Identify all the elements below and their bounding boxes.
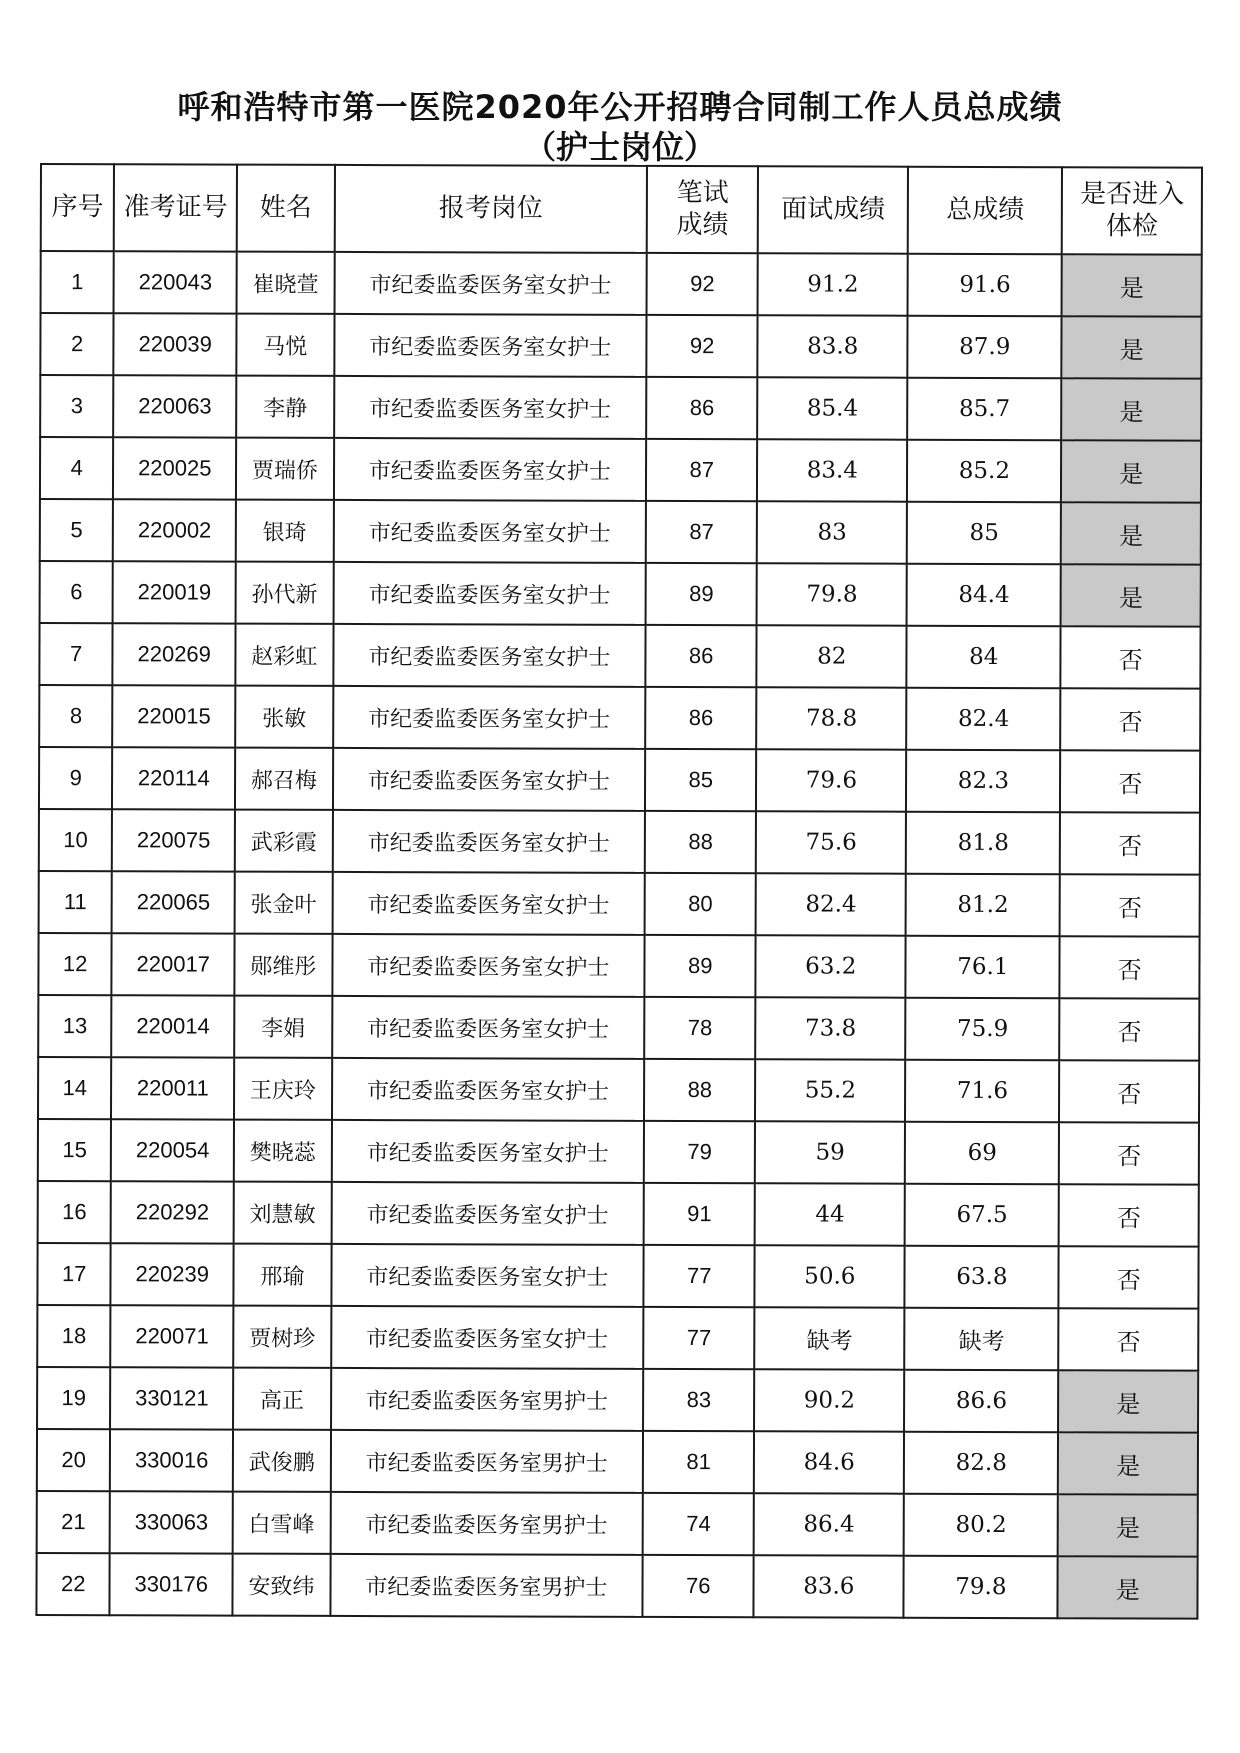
header-row [41, 164, 1202, 255]
cell-written-score: 76 [643, 1555, 754, 1617]
cell-written-score: 80 [645, 873, 756, 935]
cell-serial: 10 [39, 809, 113, 871]
table-row [38, 933, 1199, 999]
cell-physical-exam: 否 [1060, 812, 1200, 874]
cell-position: 市纪委监委医务室女护士 [333, 624, 646, 687]
cell-exam-id: 330016 [110, 1429, 233, 1491]
cell-serial: 19 [37, 1367, 111, 1429]
cell-physical-exam: 否 [1061, 688, 1201, 750]
cell-interview-score: 78.8 [756, 687, 906, 749]
cell-interview-score: 82 [757, 625, 907, 687]
cell-total-score: 缺考 [905, 1308, 1059, 1370]
table-row [40, 499, 1201, 565]
cell-name: 邢瑜 [234, 1244, 332, 1306]
table-body [36, 251, 1201, 1619]
cell-serial: 17 [37, 1243, 111, 1305]
cell-serial: 6 [40, 561, 114, 623]
cell-total-score: 63.8 [905, 1246, 1059, 1308]
cell-physical-exam: 否 [1059, 1122, 1199, 1184]
cell-total-score: 85.2 [907, 440, 1061, 502]
cell-physical-exam: 否 [1060, 750, 1200, 812]
cell-written-score: 77 [643, 1307, 754, 1369]
cell-position: 市纪委监委医务室女护士 [334, 376, 647, 439]
cell-interview-score: 73.8 [756, 997, 906, 1059]
cell-serial: 21 [37, 1491, 111, 1553]
table-row [40, 375, 1201, 441]
cell-total-score: 82.4 [906, 688, 1060, 750]
cell-total-score: 85.7 [907, 378, 1061, 440]
header-name: 姓名 [237, 165, 335, 252]
cell-written-score: 81 [643, 1431, 754, 1493]
cell-interview-score: 84.6 [754, 1431, 904, 1493]
cell-position: 市纪委监委医务室女护士 [334, 314, 647, 377]
table-row [39, 871, 1200, 937]
cell-written-score: 79 [644, 1121, 755, 1183]
cell-written-score: 85 [645, 749, 756, 811]
cell-written-score: 77 [644, 1245, 755, 1307]
cell-position: 市纪委监委医务室女护士 [332, 934, 645, 997]
cell-physical-exam: 否 [1059, 1060, 1199, 1122]
table-row [37, 1429, 1198, 1495]
cell-physical-exam: 否 [1061, 626, 1201, 688]
cell-serial: 3 [40, 375, 114, 437]
cell-interview-score: 82.4 [756, 873, 906, 935]
cell-total-score: 75.9 [905, 998, 1059, 1060]
cell-position: 市纪委监委医务室女护士 [331, 1306, 644, 1369]
cell-interview-score: 83.8 [758, 315, 908, 377]
cell-exam-id: 220002 [113, 499, 236, 561]
cell-total-score: 86.6 [904, 1370, 1058, 1432]
cell-written-score: 89 [645, 935, 756, 997]
cell-serial: 2 [40, 313, 114, 375]
scores-table [35, 163, 1203, 1620]
cell-written-score: 87 [646, 439, 757, 501]
cell-total-score: 82.8 [904, 1432, 1058, 1494]
cell-total-score: 81.2 [906, 874, 1060, 936]
cell-exam-id: 330176 [110, 1553, 233, 1615]
cell-physical-exam: 是 [1058, 1556, 1198, 1618]
cell-exam-id: 220054 [111, 1119, 234, 1181]
page-subtitle: （护士岗位） [523, 128, 716, 166]
table-row [37, 1491, 1198, 1557]
cell-position: 市纪委监委医务室女护士 [334, 438, 647, 501]
cell-name: 赵彩虹 [235, 624, 333, 686]
cell-name: 高正 [233, 1368, 331, 1430]
cell-exam-id: 220043 [114, 251, 237, 313]
cell-interview-score: 59 [755, 1121, 905, 1183]
cell-physical-exam: 否 [1060, 874, 1200, 936]
cell-total-score: 82.3 [906, 750, 1060, 812]
cell-written-score: 86 [645, 687, 756, 749]
cell-serial: 5 [40, 499, 114, 561]
cell-position: 市纪委监委医务室女护士 [334, 252, 647, 315]
cell-total-score: 76.1 [906, 936, 1060, 998]
cell-written-score: 78 [644, 997, 755, 1059]
header-serial: 序号 [41, 164, 115, 251]
cell-physical-exam: 是 [1058, 1432, 1198, 1494]
cell-exam-id: 220011 [111, 1057, 234, 1119]
cell-total-score: 67.5 [905, 1184, 1059, 1246]
table-row [36, 1553, 1197, 1619]
cell-interview-score: 63.2 [756, 935, 906, 997]
cell-total-score: 69 [905, 1122, 1059, 1184]
cell-name: 武彩霞 [235, 810, 333, 872]
cell-interview-score: 91.2 [758, 253, 908, 315]
table-row [37, 1305, 1198, 1371]
cell-physical-exam: 否 [1059, 1308, 1199, 1370]
cell-exam-id: 220063 [114, 375, 237, 437]
cell-serial: 4 [40, 437, 114, 499]
table-row [39, 809, 1200, 875]
header-written-score: 笔试 成绩 [647, 166, 758, 253]
cell-total-score: 91.6 [908, 254, 1062, 316]
cell-total-score: 84 [907, 626, 1061, 688]
cell-name: 银琦 [236, 500, 334, 562]
cell-name: 张金叶 [235, 872, 333, 934]
cell-interview-score: 44 [755, 1183, 905, 1245]
cell-written-score: 86 [646, 625, 757, 687]
cell-position: 市纪委监委医务室女护士 [331, 1182, 644, 1245]
cell-physical-exam: 否 [1060, 998, 1200, 1060]
cell-position: 市纪委监委医务室女护士 [331, 1244, 644, 1307]
cell-name: 贾瑞侨 [236, 438, 334, 500]
cell-total-score: 87.9 [908, 316, 1062, 378]
cell-interview-score: 55.2 [755, 1059, 905, 1121]
cell-serial: 9 [39, 747, 113, 809]
table-row [38, 1181, 1199, 1247]
cell-written-score: 83 [643, 1369, 754, 1431]
cell-total-score: 71.6 [905, 1060, 1059, 1122]
cell-exam-id: 220017 [112, 933, 235, 995]
cell-serial: 1 [41, 251, 115, 313]
cell-position: 市纪委监委医务室女护士 [332, 810, 645, 873]
cell-written-score: 87 [646, 501, 757, 563]
cell-written-score: 86 [646, 377, 757, 439]
cell-exam-id: 220014 [112, 995, 235, 1057]
table-row [38, 1057, 1199, 1123]
cell-physical-exam: 是 [1062, 316, 1202, 378]
cell-position: 市纪委监委医务室女护士 [333, 748, 646, 811]
page-title: 呼和浩特市第一医院2020年公开招聘合同制工作人员总成绩 [177, 88, 1063, 126]
cell-exam-id: 220019 [113, 561, 236, 623]
cell-interview-score: 85.4 [757, 377, 907, 439]
cell-exam-id: 220071 [111, 1305, 234, 1367]
cell-serial: 20 [37, 1429, 111, 1491]
cell-name: 武俊鹏 [233, 1430, 331, 1492]
cell-name: 张敏 [235, 686, 333, 748]
cell-interview-score: 75.6 [756, 811, 906, 873]
cell-position: 市纪委监委医务室女护士 [333, 686, 646, 749]
cell-name: 李娟 [234, 996, 332, 1058]
cell-exam-id: 220075 [112, 809, 235, 871]
table-row [40, 561, 1201, 627]
cell-written-score: 88 [645, 811, 756, 873]
cell-position: 市纪委监委医务室女护士 [331, 1120, 644, 1183]
cell-interview-score: 86.4 [754, 1493, 904, 1555]
table-row [38, 995, 1199, 1061]
table-row [38, 1119, 1199, 1185]
cell-written-score: 92 [647, 315, 758, 377]
cell-name: 樊晓蕊 [234, 1120, 332, 1182]
cell-written-score: 88 [644, 1059, 755, 1121]
cell-total-score: 81.8 [906, 812, 1060, 874]
cell-exam-id: 330063 [110, 1491, 233, 1553]
cell-written-score: 89 [646, 563, 757, 625]
cell-position: 市纪委监委医务室女护士 [333, 500, 646, 563]
cell-serial: 11 [39, 871, 113, 933]
cell-physical-exam: 否 [1059, 1184, 1199, 1246]
cell-name: 崔晓萱 [237, 252, 335, 314]
cell-interview-score: 79.8 [757, 563, 907, 625]
cell-total-score: 79.8 [904, 1556, 1058, 1618]
cell-name: 李静 [236, 376, 334, 438]
cell-written-score: 74 [643, 1493, 754, 1555]
cell-position: 市纪委监委医务室男护士 [330, 1430, 643, 1493]
cell-exam-id: 220015 [113, 685, 236, 747]
cell-physical-exam: 否 [1059, 1246, 1199, 1308]
cell-physical-exam: 是 [1058, 1494, 1198, 1556]
cell-name: 贾树珍 [233, 1306, 331, 1368]
table-row [39, 685, 1200, 751]
cell-exam-id: 220039 [114, 313, 237, 375]
cell-position: 市纪委监委医务室男护士 [331, 1368, 644, 1431]
cell-physical-exam: 是 [1061, 502, 1201, 564]
table-row [39, 623, 1200, 689]
cell-position: 市纪委监委医务室女护士 [332, 1058, 645, 1121]
table-row [39, 747, 1200, 813]
cell-physical-exam: 是 [1061, 440, 1201, 502]
cell-serial: 7 [39, 623, 113, 685]
cell-serial: 22 [36, 1553, 110, 1615]
cell-physical-exam: 是 [1062, 378, 1202, 440]
cell-interview-score: 缺考 [755, 1307, 905, 1369]
cell-interview-score: 83 [757, 501, 907, 563]
cell-exam-id: 220239 [111, 1243, 234, 1305]
cell-exam-id: 220065 [112, 871, 235, 933]
cell-physical-exam: 是 [1062, 254, 1202, 316]
cell-name: 安致纬 [233, 1554, 331, 1616]
table-row [37, 1243, 1198, 1309]
header-physical-exam: 是否进入 体检 [1062, 167, 1202, 254]
table-row [40, 313, 1201, 379]
cell-physical-exam: 否 [1060, 936, 1200, 998]
cell-position: 市纪委监委医务室男护士 [330, 1492, 643, 1555]
cell-physical-exam: 是 [1058, 1370, 1198, 1432]
header-interview-score: 面试成绩 [758, 166, 908, 253]
cell-total-score: 84.4 [907, 564, 1061, 626]
cell-total-score: 85 [907, 502, 1061, 564]
cell-written-score: 92 [647, 253, 758, 315]
cell-name: 郧维彤 [234, 934, 332, 996]
cell-serial: 16 [38, 1181, 112, 1243]
cell-exam-id: 220292 [111, 1181, 234, 1243]
cell-interview-score: 83.6 [754, 1555, 904, 1617]
cell-interview-score: 90.2 [754, 1369, 904, 1431]
table-row [37, 1367, 1198, 1433]
cell-interview-score: 50.6 [755, 1245, 905, 1307]
cell-interview-score: 83.4 [757, 439, 907, 501]
cell-serial: 13 [38, 995, 112, 1057]
cell-serial: 18 [37, 1305, 111, 1367]
cell-name: 马悦 [236, 314, 334, 376]
cell-physical-exam: 是 [1061, 564, 1201, 626]
cell-serial: 15 [38, 1119, 112, 1181]
cell-total-score: 80.2 [904, 1494, 1058, 1556]
cell-position: 市纪委监委医务室男护士 [330, 1554, 643, 1617]
cell-exam-id: 220269 [113, 623, 236, 685]
cell-exam-id: 330121 [110, 1367, 233, 1429]
cell-name: 白雪峰 [233, 1492, 331, 1554]
cell-exam-id: 220025 [113, 437, 236, 499]
cell-serial: 14 [38, 1057, 112, 1119]
cell-serial: 8 [39, 685, 113, 747]
cell-name: 王庆玲 [234, 1058, 332, 1120]
header-exam-id: 准考证号 [114, 164, 237, 251]
cell-name: 郝召梅 [235, 748, 333, 810]
header-position: 报考岗位 [334, 165, 647, 253]
cell-position: 市纪委监委医务室女护士 [332, 872, 645, 935]
cell-name: 刘慧敏 [234, 1182, 332, 1244]
cell-name: 孙代新 [236, 562, 334, 624]
cell-position: 市纪委监委医务室女护士 [333, 562, 646, 625]
cell-interview-score: 79.6 [756, 749, 906, 811]
table-row [40, 437, 1201, 503]
cell-serial: 12 [38, 933, 112, 995]
cell-written-score: 91 [644, 1183, 755, 1245]
cell-position: 市纪委监委医务室女护士 [332, 996, 645, 1059]
table-row [41, 251, 1202, 317]
cell-exam-id: 220114 [112, 747, 235, 809]
header-total-score: 总成绩 [908, 167, 1062, 254]
